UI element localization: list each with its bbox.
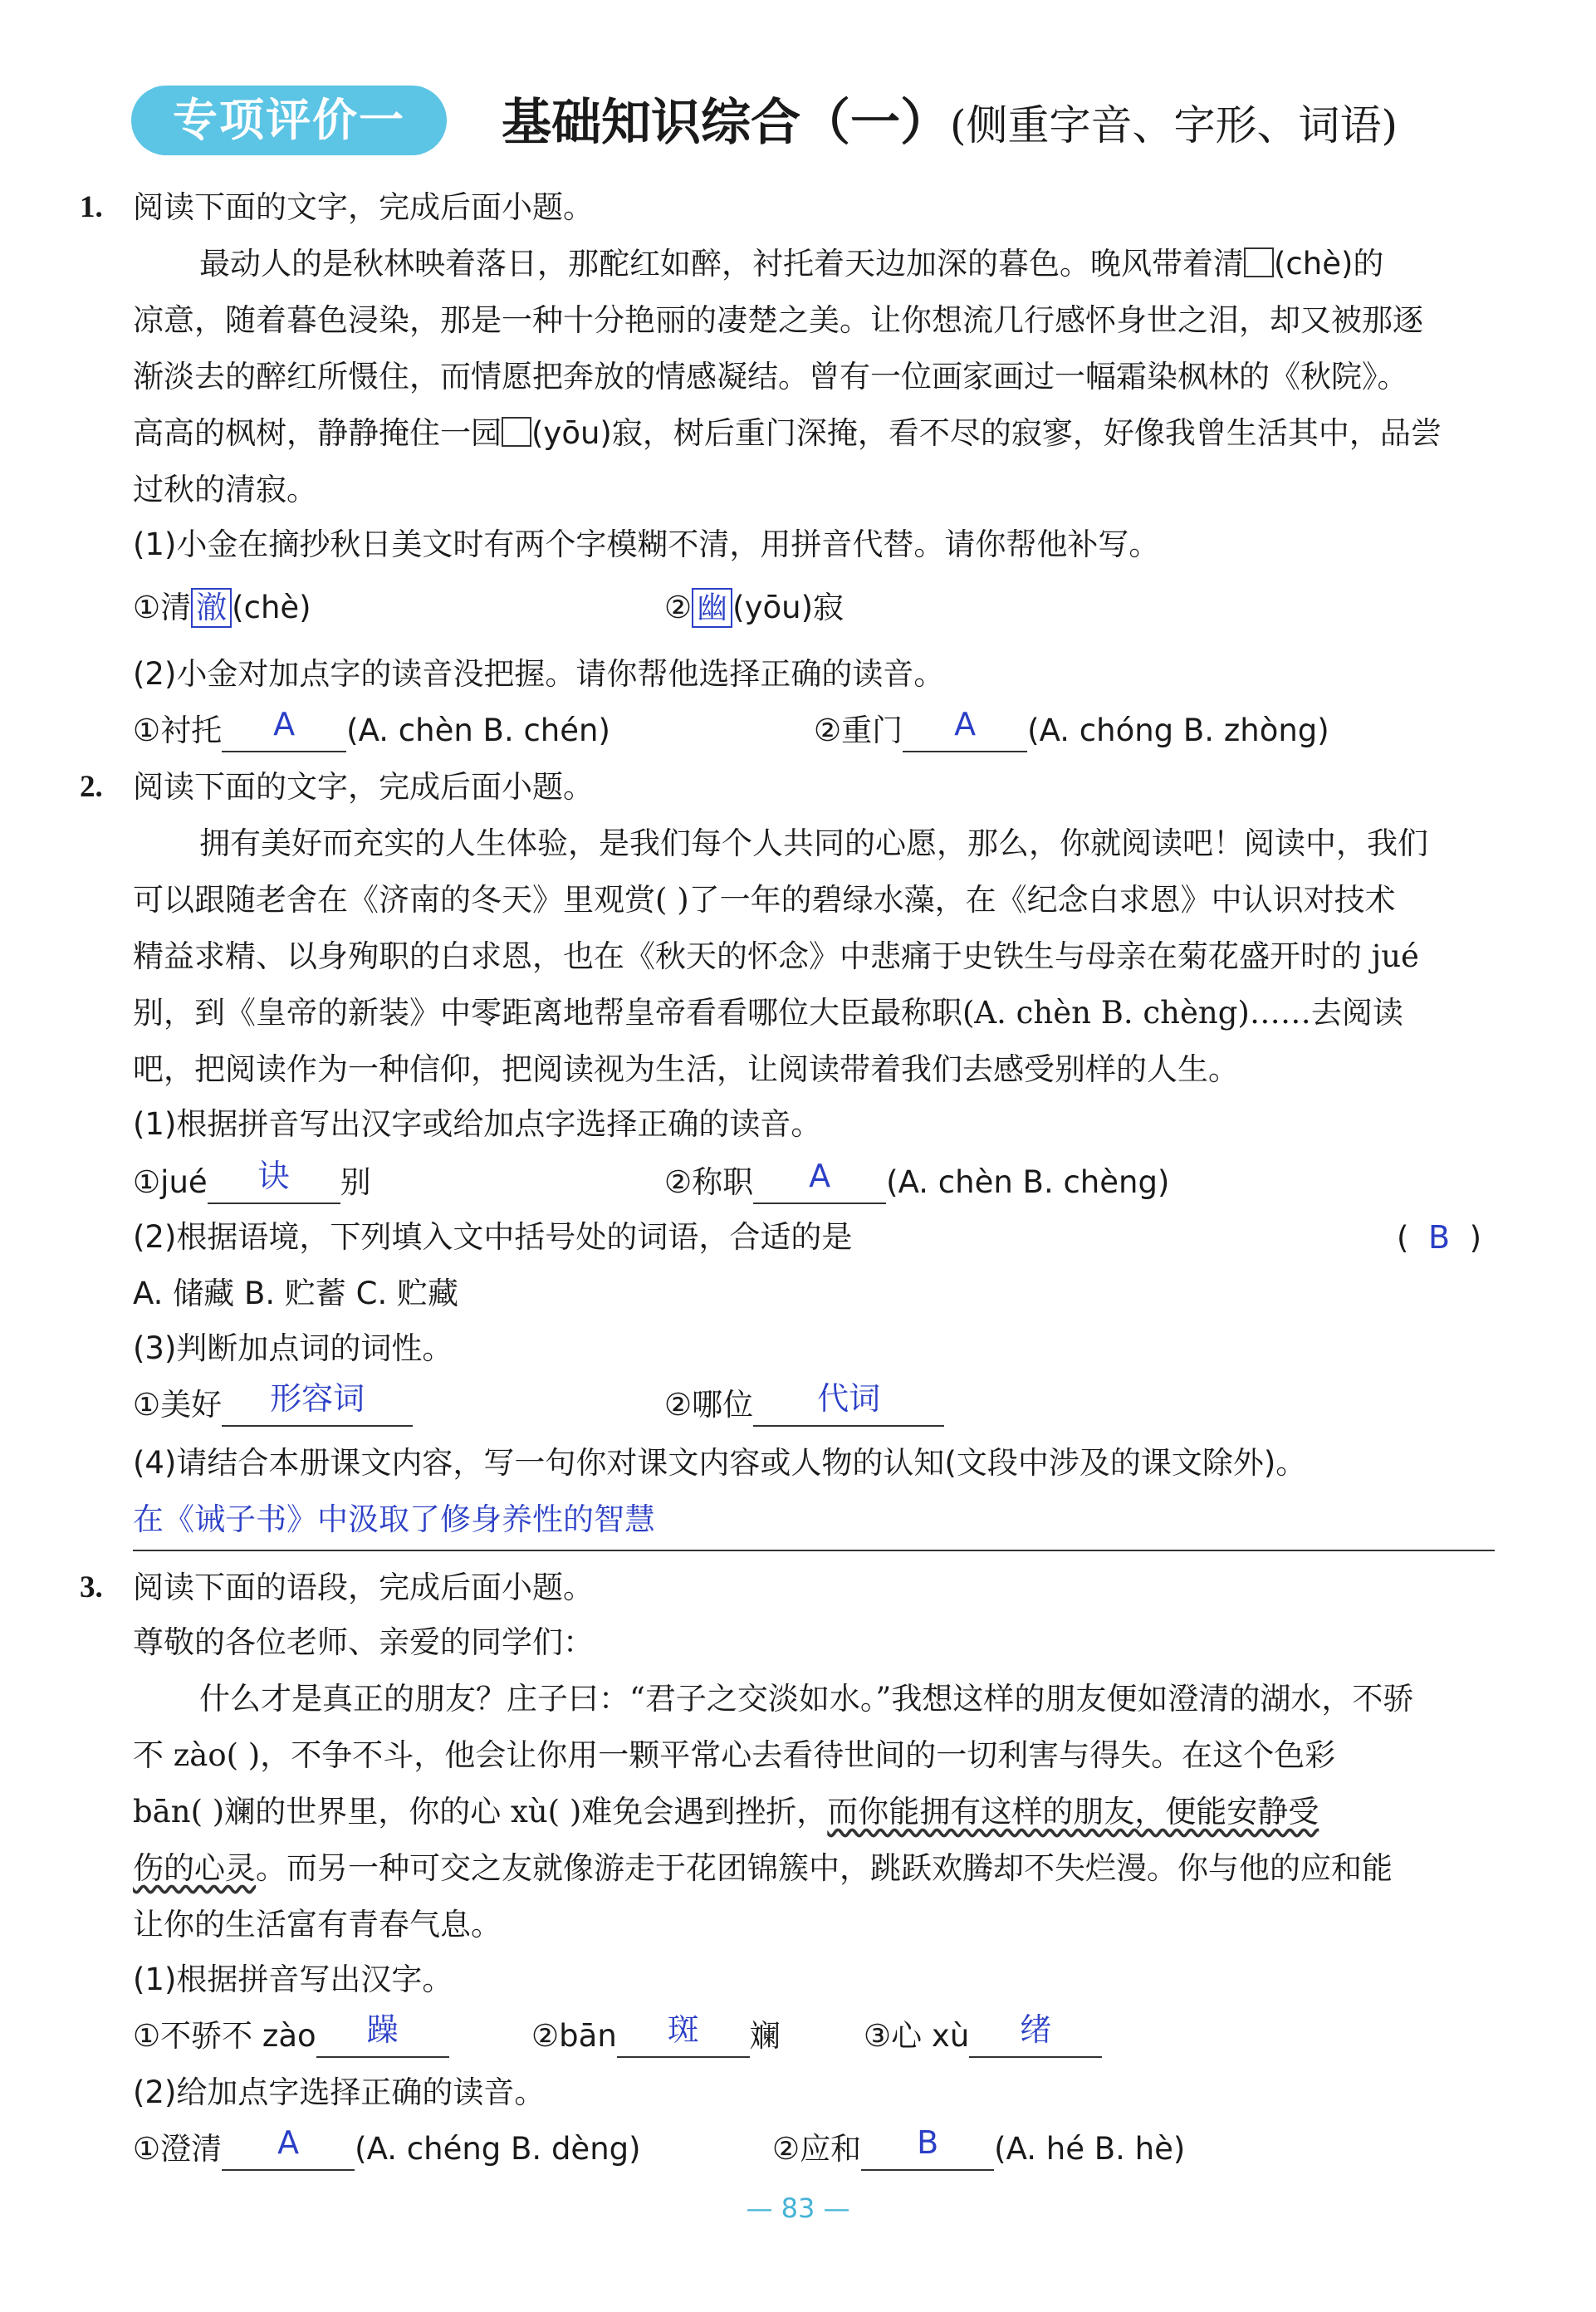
q3-sub1-a [133,2011,449,2058]
q2-passage-line4: 别，到《皇帝的新装》中零距离地帮皇帝看看哪位大臣最称职(A. chèn B. chèng)……去阅读 [133,995,1403,1031]
q2-passage-line2: 可以跟随老舍在《济南的冬天》里观赏( )了一年的碧绿水藻，在《纪念白求恩》中认识对技术 [133,882,1396,918]
q2-s1a-after: 别 [340,1164,371,1200]
q1-p4a: 高高的枫树，静静掩住一园 [133,415,502,451]
page-title [502,88,1398,160]
q3-passage-line2: 不 zào( )，不争不斗，他会让你用一颗平常心去看待世间的一切利害与得失。在这个色彩 [133,1737,1336,1773]
section-badge: 专项评价一 [131,86,447,155]
q1-passage-line1 [199,242,1383,286]
answer-blank [753,1380,944,1427]
q2-sub2-answer-paren: ( B ) [1397,1219,1482,1256]
blank-box [1244,247,1274,277]
q1-s2a-label: ①衬托 [133,713,223,748]
q1-s1a-pinyin: (chè) [232,590,311,625]
q1-s1b-label: ② [664,590,693,625]
q1-sub1: (1)小金在摘抄秋日美文时有两个字模糊不清，用拼音代替。请你帮他补写。 [133,527,1160,562]
title-main: 基础知识综合（一） [502,94,950,152]
q1-s2b-label: ②重门 [814,713,903,748]
q1-s1a-answer: 澈 [191,588,232,628]
q1-s1b-pinyin: (yōu)寂 [732,590,845,625]
q1-number: 1. [80,190,103,224]
q1-s2a-options: (A. chèn B. chén) [346,713,610,748]
answer-blank [753,1158,886,1204]
q3-p3a: bān( )斓的世界里，你的心 xù( )难免会遇到挫折， [133,1794,828,1830]
q3-s2a-label: ①澄清 [133,2131,223,2167]
q2-sub4: (4)请结合本册课文内容，写一句你对课文内容或人物的认知(文段中涉及的课文除外)。 [133,1445,1307,1481]
q1-sub2-b [814,706,1329,752]
q1-passage-line3: 渐淡去的醉红所慑住，而情愿把奔放的情感凝结。曾有一位画家画过一幅霜染枫林的《秋院》。 [133,359,1408,394]
q2-passage-line3: 精益求精、以身殉职的白求恩，也在《秋天的怀念》中悲痛于史铁生与母亲在菊花盛开时的 jué [133,938,1419,974]
q3-sub2: (2)给加点字选择正确的读音。 [133,2074,546,2110]
q3-p3b-wavy: 而你能拥有这样的朋友，便能安静受 [827,1794,1319,1830]
answer-blank [969,2011,1102,2058]
q3-s2a-answer: A [277,2124,300,2161]
q2-sub2-options: A. 储藏 B. 贮蓄 C. 贮藏 [133,1276,458,1311]
q1-sub1-answer-b [664,586,844,629]
q3-prompt: 阅读下面的语段，完成后面小题。 [133,1570,594,1605]
q1-passage-line2: 凉意，随着暮色浸染，那是一种十分艳丽的凄楚之美。让你想流几行感怀身世之泪，却又被那逐 [133,302,1423,338]
q3-greeting: 尊敬的各位老师、亲爱的同学们： [133,1624,594,1660]
answer-blank [222,1380,413,1427]
q3-p4b: 。而另一种可交之友就像游走于花团锦簇中，跳跃欢腾却不失烂漫。你与他的应和能 [256,1850,1393,1886]
q3-s1b-label: ②bān [531,2018,617,2054]
q3-s1c-label: ③心 xù [864,2018,970,2054]
q3-number: 3. [80,1570,103,1604]
q3-s1b-answer: 斑 [667,2011,699,2048]
q3-passage-line1: 什么才是真正的朋友？庄子曰：“君子之交淡如水。”我想这样的朋友便如澄清的湖水，不骄 [199,1681,1414,1717]
answer-line [133,1550,1495,1551]
q3-sub1: (1)根据拼音写出汉字。 [133,1962,453,1997]
q1-passage-line4 [133,412,1442,455]
answer-blank [222,706,346,752]
q2-s3a-answer: 形容词 [270,1380,365,1417]
q2-prompt: 阅读下面的文字，完成后面小题。 [133,769,594,805]
q3-s1a-label: ①不骄不 zào [133,2018,316,2054]
q1-p1c: (chè)的 [1274,246,1384,282]
q3-s1a-answer: 躁 [366,2011,399,2048]
q1-passage-line5: 过秋的清寂。 [133,472,317,507]
q1-s1a-label: ①清 [133,590,192,625]
q1-sub2-a [133,706,610,752]
answer-blank [903,706,1027,752]
q2-s2-answer: B [1427,1219,1451,1256]
q2-sub1: (1)根据拼音写出汉字或给加点字选择正确的读音。 [133,1106,822,1142]
answer-blank [316,2011,449,2058]
q2-number: 2. [80,770,103,804]
q3-sub1-c [864,2011,1102,2058]
q3-p4a-wavy: 伤的心灵 [133,1850,256,1886]
q3-sub1-b [531,2011,781,2058]
q2-sub2: (2)根据语境，下列填入文中括号处的词语，合适的是 [133,1219,853,1255]
q3-s2b-options: (A. hé B. hè) [994,2131,1186,2167]
q3-passage-line5: 让你的生活富有青春气息。 [133,1907,502,1942]
q1-sub1-answers [133,586,311,629]
q2-s1b-options: (A. chèn B. chèng) [886,1164,1170,1200]
q1-s2b-answer: A [954,706,977,742]
page-number: — 83 — [746,2192,850,2224]
q1-s1b-answer: 幽 [692,588,732,628]
q1-s2a-answer: A [273,706,296,742]
q3-s1b-after: 斓 [749,2018,781,2054]
q2-sub3-b [664,1380,944,1427]
q3-s2b-label: ②应和 [772,2131,862,2167]
q1-p4b: (yōu)寂，树后重门深掩，看不尽的寂寥，好像我曾生活其中，品尝 [531,415,1442,451]
blank-box [502,417,531,447]
q1-p1a: 最动人的是秋林映着落日，那酡红如醉， [199,246,752,282]
q2-sub3: (3)判断加点词的词性。 [133,1330,453,1366]
q2-passage-line5: 吧，把阅读作为一种信仰，把阅读视为生活，让阅读带着我们去感受别样的人生。 [133,1051,1239,1087]
q2-sub4-answer: 在《诫子书》中汲取了修身养性的智慧 [133,1501,655,1537]
title-sub: (侧重字音、字形、词语) [950,101,1398,149]
q3-s1c-answer: 绪 [1020,2011,1052,2048]
q3-sub2-b [772,2124,1186,2171]
q2-sub1-b [664,1158,1170,1204]
q2-s1a-label: ①jué [133,1164,208,1200]
q3-s2a-options: (A. chéng B. dèng) [355,2131,641,2167]
q2-s3b-label: ②哪位 [664,1387,754,1423]
q2-s1b-label: ②称职 [664,1164,754,1200]
q1-prompt: 阅读下面的文字，完成后面小题。 [133,189,594,225]
q1-sub2: (2)小金对加点字的读音没把握。请你帮他选择正确的读音。 [133,656,945,692]
q3-passage-line4 [133,1847,1393,1890]
q1-s2b-options: (A. chóng B. zhòng) [1027,713,1329,748]
q2-sub1-a [133,1158,371,1204]
q2-passage-line1: 拥有美好而充实的人生体验，是我们每个人共同的心愿，那么，你就阅读吧！阅读中，我们 [199,825,1428,861]
q3-passage-line3 [133,1790,1319,1834]
q1-p1b: 衬托着天边加深的暮色。晚风带着清 [752,246,1244,282]
q3-sub2-a [133,2124,641,2171]
q2-s3b-answer: 代词 [817,1380,881,1417]
q3-s2b-answer: B [917,2124,939,2161]
answer-blank [617,2011,750,2058]
answer-blank [222,2124,355,2171]
answer-blank [861,2124,994,2171]
q2-sub3-a [133,1380,413,1427]
q2-s3a-label: ①美好 [133,1387,223,1423]
q2-s1a-answer: 诀 [257,1158,290,1194]
q2-s1b-answer: A [809,1158,831,1194]
answer-blank [208,1158,340,1204]
